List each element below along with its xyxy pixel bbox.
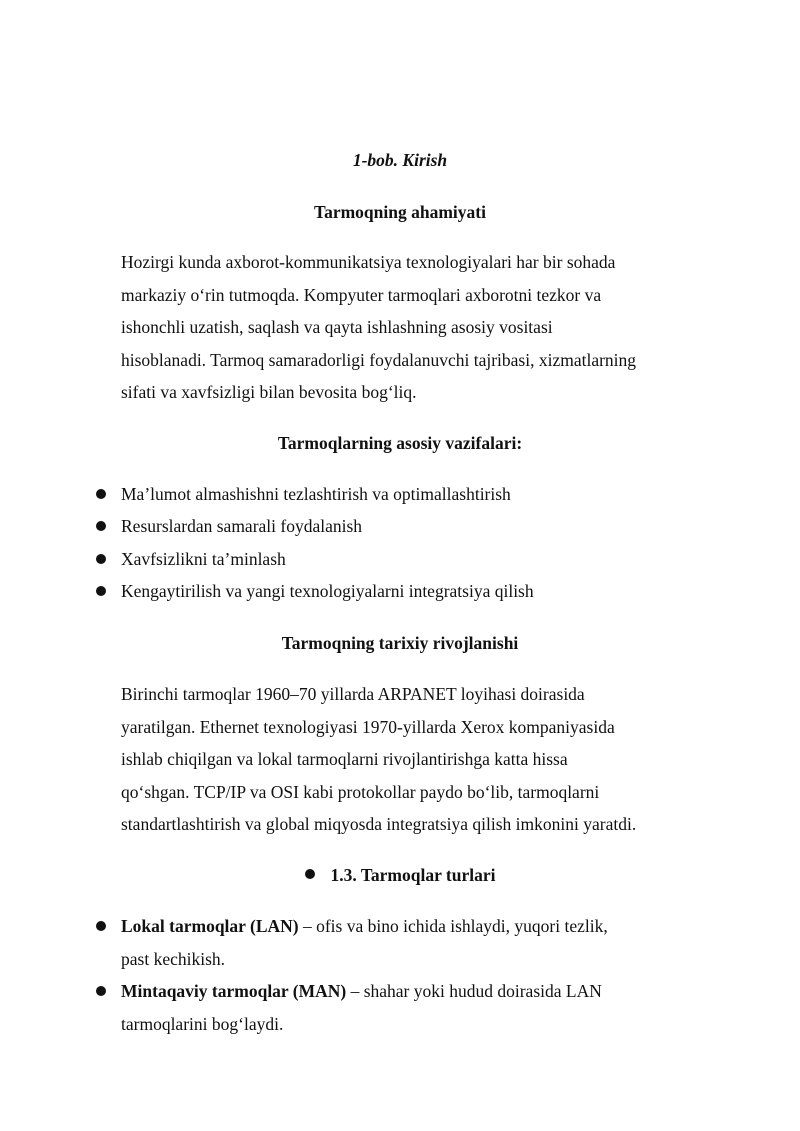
bullet-icon [96, 586, 106, 596]
bullet-icon [305, 869, 315, 879]
paragraph-line: ishlab chiqilgan va lokal tarmoqlarni rivojlantirishga katta hissa [121, 749, 568, 769]
bullet-icon [96, 521, 106, 531]
list-item-line [121, 980, 602, 1002]
paragraph-line: Birinchi tarmoqlar 1960–70 yillarda ARPANET loyihasi doirasida [121, 684, 585, 704]
paragraph-line: ishonchli uzatish, saqlash va qayta ishlashning asosiy vositasi [121, 317, 553, 337]
list-item-desc: – shahar yoki hudud doirasida LAN [346, 981, 602, 1001]
paragraph-line: hisoblanadi. Tarmoq samaradorligi foydalanuvchi tajribasi, xizmatlarning [121, 350, 637, 370]
section-heading-types [0, 864, 800, 886]
section-heading-functions: Tarmoqlarning asosiy vazifalari: [277, 433, 523, 453]
paragraph-line: standartlashtirish va global miqyosda integratsiya qilish imkonini yaratdi. [121, 814, 637, 834]
bullet-icon [96, 554, 106, 564]
bullet-icon [96, 986, 106, 996]
list-item-text: Kengaytirilish va yangi texnologiyalarni integratsiya qilish [121, 581, 534, 601]
list-item-desc-continued: past kechikish. [121, 949, 226, 969]
paragraph-line: qo‘shgan. TCP/IP va OSI kabi protokollar paydo bo‘lib, tarmoqlarni [121, 782, 600, 802]
list-item-desc-continued: tarmoqlarini bog‘laydi. [121, 1014, 284, 1034]
list-item-term: Lokal tarmoqlar (LAN) [121, 916, 299, 936]
list-item-text: Ma’lumot almashishni tezlashtirish va optimallashtirish [121, 484, 511, 504]
bullet-icon [96, 489, 106, 499]
paragraph-line: yaratilgan. Ethernet texnologiyasi 1970-yillarda Xerox kompaniyasida [121, 717, 615, 737]
section-heading-types-text: 1.3. Tarmoqlar turlari [330, 865, 496, 885]
chapter-title: 1-bob. Kirish [352, 150, 448, 170]
section-heading-history: Tarmoqning tarixiy rivojlanishi [281, 633, 519, 653]
list-item-term: Mintaqaviy tarmoqlar (MAN) [121, 981, 347, 1001]
list-item-text: Xavfsizlikni ta’minlash [121, 549, 286, 569]
list-item-desc: – ofis va bino ichida ishlaydi, yuqori tezlik, [298, 916, 608, 936]
paragraph-line: Hozirgi kunda axborot-kommunikatsiya texnologiyalari har bir sohada [121, 252, 616, 272]
bullet-icon [96, 921, 106, 931]
list-item-line [121, 915, 608, 937]
list-item-text: Resurslardan samarali foydalanish [121, 516, 363, 536]
section-heading-importance: Tarmoqning ahamiyati [314, 202, 486, 222]
paragraph-line: sifati va xavfsizligi bilan bevosita bog‘liq. [121, 382, 417, 402]
paragraph-line: markaziy o‘rin tutmoqda. Kompyuter tarmoqlari axborotni tezkor va [121, 285, 602, 305]
